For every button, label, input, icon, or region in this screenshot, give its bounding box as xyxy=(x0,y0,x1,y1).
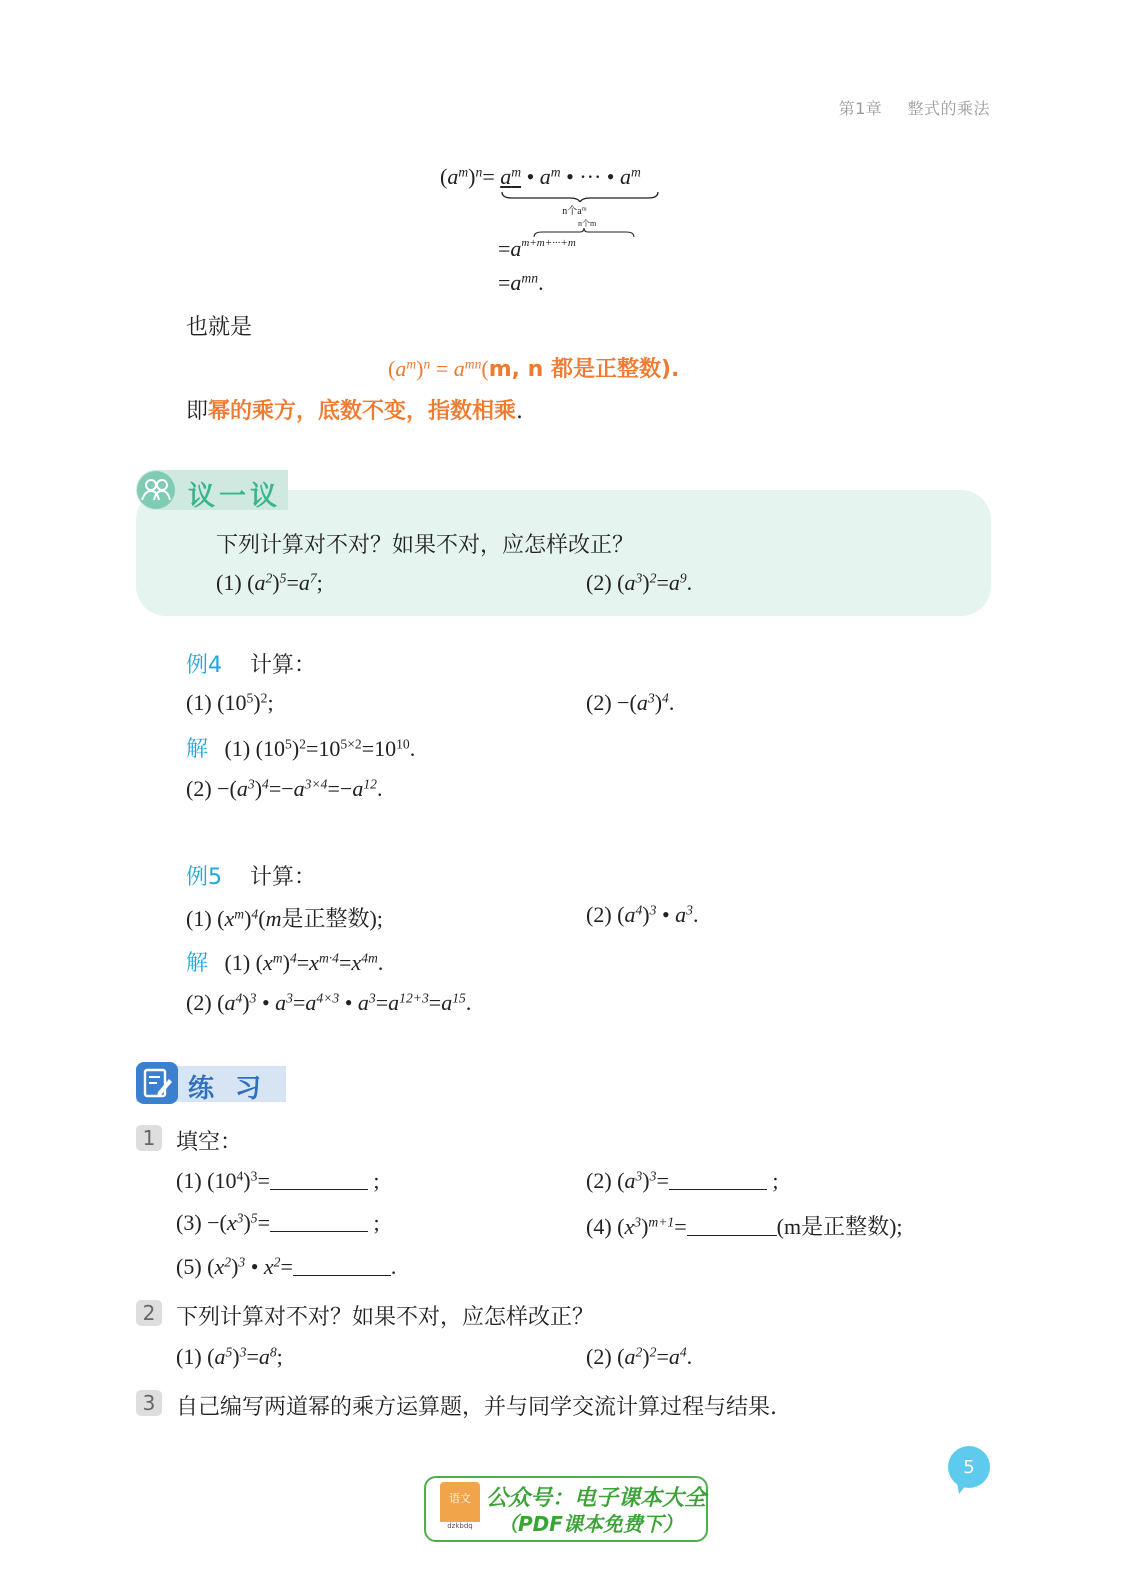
example4-item-2: $(2) -(a^3)^4$. xyxy=(586,690,675,715)
answer-blank[interactable] xyxy=(270,1211,368,1232)
discuss-item-2: (2) $(a^3)^2=a^9$. xyxy=(586,570,693,595)
underbrace-label: n个$a^m$ xyxy=(562,205,587,217)
rule-text xyxy=(186,394,523,425)
question-2-badge: 2 xyxy=(136,1300,162,1326)
q1-item-4-tail: (m是正整数); xyxy=(776,1214,903,1239)
example4-title: 计算： xyxy=(250,653,317,678)
discuss-title: 议一议 xyxy=(188,481,281,512)
example5-item-1: (1) $(x^m)^4(m$是正整数); xyxy=(186,906,383,931)
exercise-title: 练 习 xyxy=(188,1074,268,1104)
example4-label: 例4 xyxy=(186,653,222,678)
rule-highlight: 幂的乘方，底数不变，指数相乘 xyxy=(208,399,517,424)
example4-solution-2: $(2) -(a^3)^4=-a^{3\times 4}=-a^{12}$. xyxy=(186,776,383,801)
question-1-badge: 1 xyxy=(136,1125,162,1151)
q1-item-1: (1) $(10^4)^3=$ ; xyxy=(176,1168,380,1193)
overbrace-label: n个m xyxy=(578,219,597,228)
that-is-text: 也就是 xyxy=(186,315,253,340)
running-header xyxy=(839,96,990,119)
chapter-title: 整式的乘法 xyxy=(907,99,990,118)
discuss-item-1: (1) $(a^2)^5=a^7$; xyxy=(216,570,323,595)
q2-item-2: (2) $(a^2)^2=a^4$. xyxy=(586,1344,693,1369)
question-1-prompt: 填空： xyxy=(176,1130,243,1155)
example5-solve-label: 解 xyxy=(186,951,209,976)
book-icon xyxy=(440,1482,480,1530)
derivation-line-1: $(a^m)^n= a^m$ • $a^m$ • ··· • $a^m$ n个$a^m$ xyxy=(440,164,641,190)
example4-heading xyxy=(186,648,316,679)
rule-suffix: . xyxy=(516,399,524,424)
underbrace xyxy=(500,190,660,202)
q1-item-4: (4) $(x^3)^{m+1}= (m$是正整数); xyxy=(586,1214,903,1239)
question-3-badge: 3 xyxy=(136,1390,162,1416)
example5-label: 例5 xyxy=(186,865,222,890)
discuss-question: 下列计算对不对？如果不对，应怎样改正？ xyxy=(216,533,635,558)
example5-solution-2: (2) $(a^4)^3$ • $a^3=a^{4\times 3}$ • $a^3=a^{12+3}=a^{15}$. xyxy=(186,990,472,1015)
question-2-prompt: 下列计算对不对？如果不对，应怎样改正？ xyxy=(176,1305,595,1330)
rule-formula-tail: m, n 都是正整数). xyxy=(488,357,680,382)
q1-item-3: $(3) -(x^3)^5=$ ; xyxy=(176,1210,380,1235)
book-icon-label: 语文 xyxy=(449,1492,471,1505)
answer-blank[interactable] xyxy=(687,1215,777,1236)
example5-heading xyxy=(186,860,316,891)
example4-solution-1: 解 (1) $(10^5)^2=10^{5\times 2}=10^{10}$. xyxy=(186,736,416,762)
example5-item-2: (2) $(a^4)^3$ • $a^3$. xyxy=(586,902,699,927)
watermark-line-1: 公众号：电子课本大全 xyxy=(486,1486,707,1511)
derivation-line-2: $=a^{m+m+\cdot\cdot\cdot+m}$ n个m xyxy=(498,236,576,262)
answer-blank[interactable] xyxy=(270,1169,368,1190)
example4-solve-label: 解 xyxy=(186,737,209,762)
derivation-line-3: $=a^{mn}$. xyxy=(498,270,544,295)
question-3-prompt: 自己编写两道幂的乘方运算题，并与同学交流计算过程与结果. xyxy=(176,1395,777,1420)
page-number: 5 xyxy=(948,1446,990,1488)
book-icon-caption: dzkbdq xyxy=(440,1522,480,1530)
overbrace xyxy=(532,228,636,238)
answer-blank[interactable] xyxy=(669,1169,767,1190)
example4-item-1: (1) $(10^5)^2$; xyxy=(186,690,274,715)
example5-title: 计算： xyxy=(250,865,317,890)
rule-formula: $(a^m)^n = a^{mn}(m$, n 都是正整数). xyxy=(388,356,680,382)
bubble-tail xyxy=(955,1482,969,1496)
q1-item-2: (2) $(a^3)^3=$ ; xyxy=(586,1168,779,1193)
people-icon xyxy=(137,471,175,509)
q1-item-5: (5) $(x^2)^3$ • $x^2=$ . xyxy=(176,1254,397,1279)
rule-prefix: 即 xyxy=(186,399,209,424)
chapter-label: 第1章 xyxy=(838,99,883,118)
q2-item-1: (1) $(a^5)^3=a^8$; xyxy=(176,1344,283,1369)
example5-solution-1: 解 (1) $(x^m)^4=x^{m\cdot 4}=x^{4m}$. xyxy=(186,950,384,976)
pencil-note-icon xyxy=(136,1062,178,1104)
watermark-line-2: （PDF课本免费下） xyxy=(498,1512,683,1536)
answer-blank[interactable] xyxy=(293,1255,391,1276)
